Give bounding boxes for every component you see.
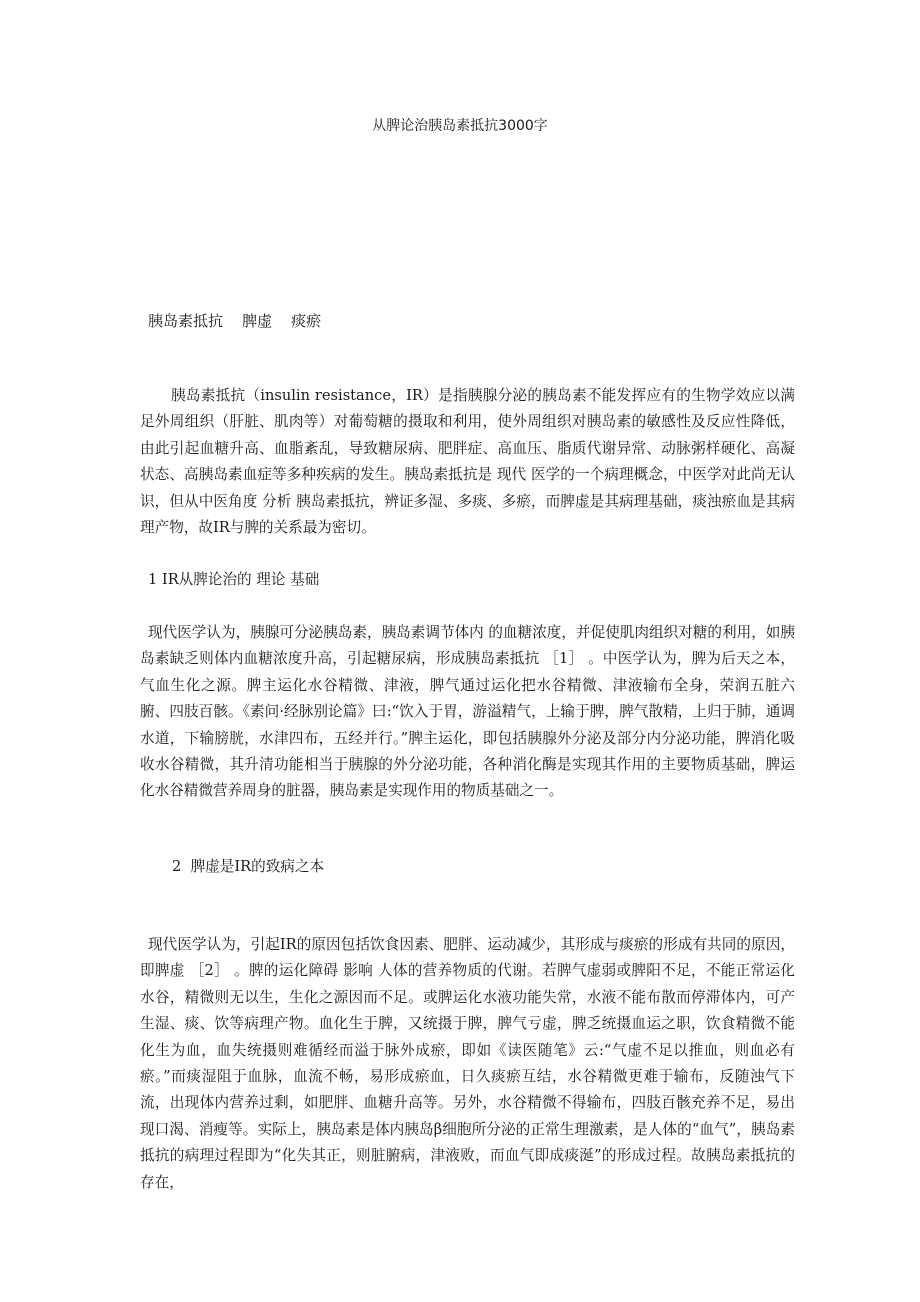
document-title: 从脾论治胰岛素抵抗3000字: [372, 118, 548, 134]
paragraph-intro: 胰岛素抵抗（insulin resistance，IR）是指胰腺分泌的胰岛素不能发挥应有的生物学效应以满足外周组织（肝脏、肌肉等）对葡萄糖的摄取和利用，使外周组织对胰岛素的敏感性及反应性降低，由此引起血糖升高、血脂紊乱，导致糖尿病、肥胖症、高血压、脂质代谢异常、动脉粥样硬化、高凝状态、高胰岛素血症等多种疾病的发生。胰岛素抵抗是 现代 医学的一个病理概念，中医学对此尚无认识，但从中医角度 分析 胰岛素抵抗，辨证多湿、多痰、多瘀，而脾虚是其病理基础，痰浊瘀血是其病理产物，故IR与脾的关系最为密切。: [140, 387, 795, 537]
keywords-line: 胰岛素抵抗 脾虚 痰瘀: [148, 312, 322, 330]
section-heading-2: 2 脾虚是IR的致病之本: [172, 858, 325, 875]
paragraph-theory-basis: 现代医学认为，胰腺可分泌胰岛素，胰岛素调节体内 的血糖浓度，并促使肌肉组织对糖的利用，如胰岛素缺乏则体内血糖浓度升高，引起糖尿病，形成胰岛素抵抗 ［1］ 。中医学认为，脾为后天之本，气血生化之源。脾主运化水谷精微、津液，脾气通过运化把水谷精微、津液输布全身，荣润五脏六腑、四肢百骸。《素问·经脉别论篇》曰:“饮入于胃，游溢精气，上输于脾，脾气散精，上归于肺，通调水道，下输膀胱，水津四布，五经并行。”脾主运化，即包括胰腺外分泌及部分内分泌功能，脾消化吸收水谷精微，其升清功能相当于胰腺的外分泌功能，各种消化酶是实现其作用的主要物质基础，脾运化水谷精微营养周身的脏器，胰岛素是实现作用的物质基础之一。: [140, 624, 795, 800]
paragraph-spleen-deficiency: 现代医学认为，引起IR的原因包括饮食因素、肥胖、运动减少，其形成与痰瘀的形成有共同的原因，即脾虚 ［2］ 。脾的运化障碍 影响 人体的营养物质的代谢。若脾气虚弱或脾阳不足，不能正常运化水谷，精微则无以生，生化之源因而不足。或脾运化水液功能失常，水液不能布散而停滞体内，可产生湿、痰、饮等病理产物。血化生于脾，又统摄于脾，脾气亏虚，脾乏统摄血运之职，饮食精微不能化生为血，血失统摄则难循经而溢于脉外成瘀，即如《读医随笔》云:“气虚不足以推血，则血必有瘀。”而痰湿阻于血脉，血流不畅，易形成瘀血，日久痰瘀互结，水谷精微更难于输布，反随浊气下流，出现体内营养过剩，如肥胖、血糖升高等。另外，水谷精微不得输布，四肢百骸充养不足，易出现口渴、消瘦等。实际上，胰岛素是体内胰岛β细胞所分泌的正常生理激素，是人体的“血气”，胰岛素抵抗的病理过程即为“化失其正，则脏腑病，津液败，而血气即成痰涎”的形成过程。故胰岛素抵抗的存在，: [140, 936, 795, 1191]
section-heading-1: 1 IR从脾论治的 理论 基础: [148, 571, 320, 588]
